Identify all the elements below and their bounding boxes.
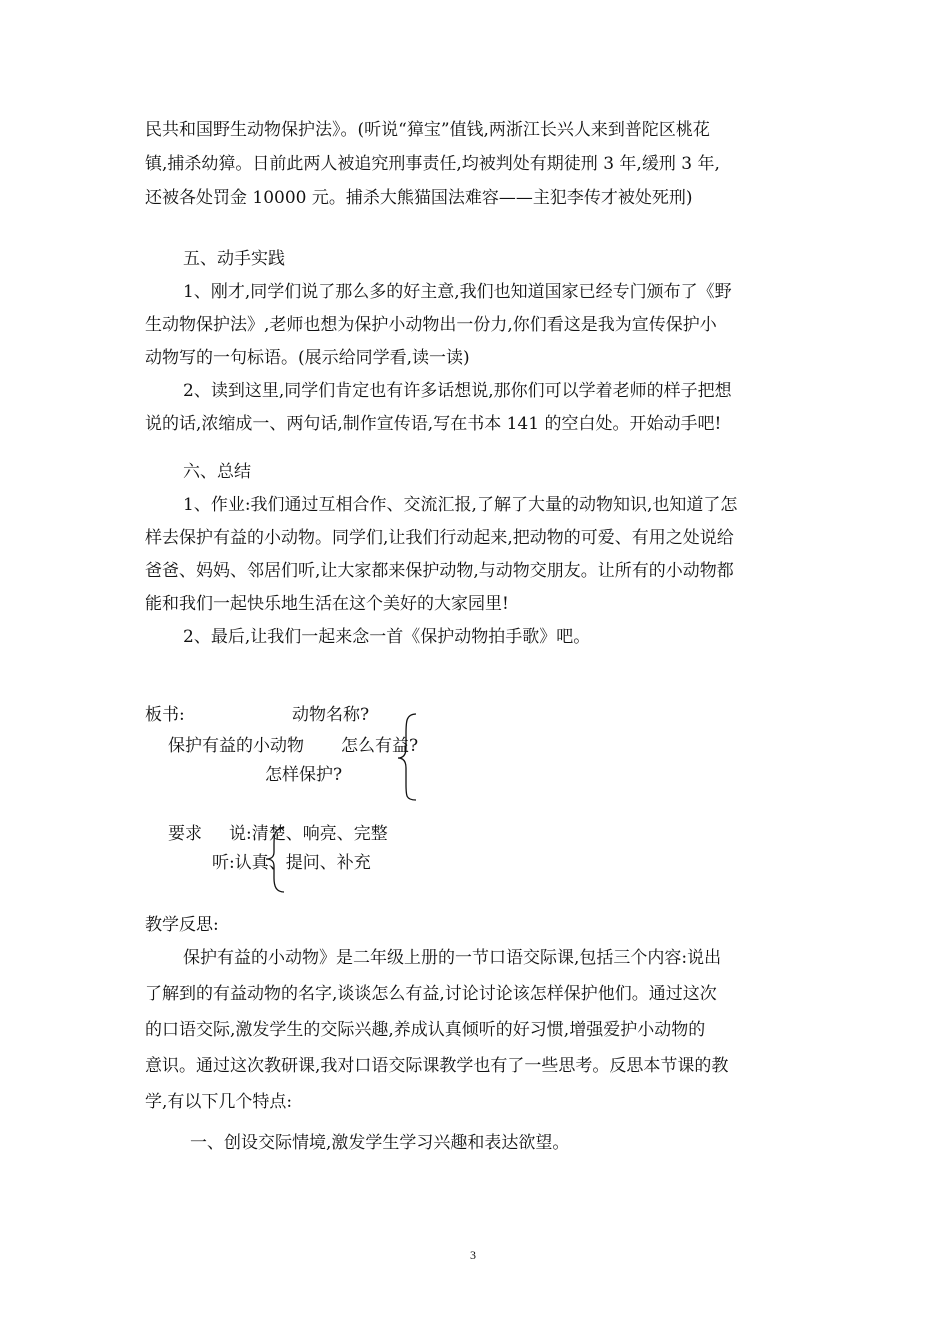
board-label: 板书: — [145, 705, 185, 725]
reflection-heading: 教学反思: — [145, 915, 219, 935]
law-paragraph-line-2: 镇,捕杀幼獐。日前此两人被追究刑事责任,均被判处有期徒刑 3 年,缓刑 3 年, — [145, 154, 720, 174]
section-5-para-2-line-2: 说的话,浓缩成一、两句话,制作宣传语,写在书本 141 的空白处。开始动手吧! — [145, 414, 722, 434]
requirements-brace-icon — [262, 824, 288, 896]
section-5-para-1-line-2: 生动物保护法》,老师也想为保护小动物出一份力,你们看这是我为宣传保护小 — [145, 315, 717, 335]
law-paragraph-line-1: 民共和国野生动物保护法》。(听说“獐宝”值钱,两浙江长兴人来到普陀区桃花 — [145, 120, 710, 140]
law-paragraph-line-3: 还被各处罚金 10000 元。捕杀大熊猫国法难容——主犯李传才被处死刑) — [145, 188, 693, 208]
section-5-para-2-line-1: 2、读到这里,同学们肯定也有许多话想说,那你们可以学着老师的样子把想 — [183, 381, 732, 401]
section-6-heading: 六、总结 — [183, 462, 251, 482]
section-6-para-1-line-1: 1、作业:我们通过互相合作、交流汇报,了解了大量的动物知识,也知道了怎 — [183, 495, 738, 515]
reflection-line-1: 保护有益的小动物》是二年级上册的一节口语交际课,包括三个内容:说出 — [183, 948, 722, 968]
section-5-heading: 五、动手实践 — [183, 249, 285, 269]
board-item-how-beneficial: 怎么有益? — [341, 736, 419, 756]
reflection-line-5: 学,有以下几个特点: — [145, 1092, 293, 1112]
board-item-animal-names: 动物名称? — [292, 705, 370, 725]
requirement-listening: 听:认真、提问、补充 — [212, 853, 371, 873]
section-6-para-1-line-3: 爸爸、妈妈、邻居们听,让大家都来保护动物,与动物交朋友。让所有的小动物都 — [145, 561, 734, 581]
section-5-para-1-line-1: 1、刚才,同学们说了那么多的好主意,我们也知道国家已经专门颁布了《野 — [183, 282, 732, 302]
reflection-line-2: 了解到的有益动物的名字,谈谈怎么有益,讨论讨论该怎样保护他们。通过这次 — [145, 984, 717, 1004]
requirement-speaking: 说:清楚、响亮、完整 — [229, 824, 388, 844]
section-6-para-1-line-2: 样去保护有益的小动物。同学们,让我们行动起来,把动物的可爱、有用之处说给 — [145, 528, 734, 548]
page-number: 3 — [470, 1248, 476, 1262]
section-5-para-1-line-3: 动物写的一句标语。(展示给同学看,读一读) — [145, 348, 470, 368]
reflection-line-3: 的口语交际,激发学生的交际兴趣,养成认真倾听的好习惯,增强爱护小动物的 — [145, 1020, 706, 1040]
requirements-label: 要求 — [168, 824, 202, 844]
reflection-line-4: 意识。通过这次教研课,我对口语交际课教学也有了一些思考。反思本节课的教 — [145, 1056, 729, 1076]
board-item-how-protect: 怎样保护? — [265, 765, 343, 785]
board-brace-icon — [396, 708, 426, 804]
reflection-point-1: 一、创设交际情境,激发学生学习兴趣和表达欲望。 — [190, 1133, 570, 1153]
board-title: 保护有益的小动物 — [168, 736, 304, 756]
section-6-para-1-line-4: 能和我们一起快乐地生活在这个美好的大家园里! — [145, 594, 509, 614]
section-6-para-2-line-1: 2、最后,让我们一起来念一首《保护动物拍手歌》吧。 — [183, 627, 591, 647]
